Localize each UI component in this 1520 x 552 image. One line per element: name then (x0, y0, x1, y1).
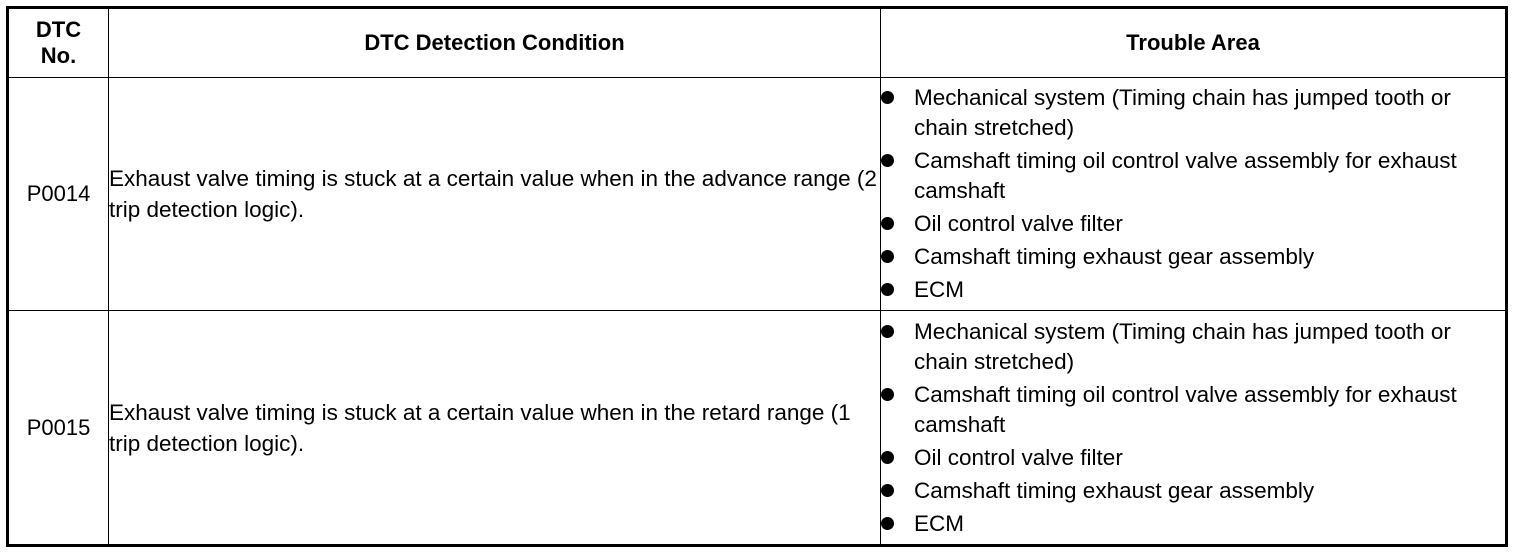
bullet-icon (881, 451, 894, 464)
list-item (881, 242, 1505, 272)
bullet-icon (881, 217, 894, 230)
trouble-area (881, 78, 1507, 311)
trouble-area-item: ECM (914, 277, 964, 303)
trouble-area-item: Camshaft timing oil control valve assembly for exhaust camshaft (914, 148, 1457, 204)
header-trouble-area: Trouble Area (881, 8, 1507, 78)
bullet-icon (881, 484, 894, 497)
trouble-area-item: Camshaft timing exhaust gear assembly (914, 477, 1315, 503)
list-item (881, 443, 1505, 473)
list-item (881, 317, 1505, 377)
bullet-icon (881, 325, 894, 338)
list-item (881, 83, 1505, 143)
trouble-area-item: Mechanical system (Timing chain has jumped tooth or chain stretched) (914, 318, 1451, 374)
list-item (881, 146, 1505, 206)
list-item (881, 275, 1505, 305)
header-dtc-no-text: DTC No. (35, 17, 82, 68)
trouble-area-item: Oil control valve filter (914, 211, 1123, 237)
header-row (8, 8, 1507, 78)
bullet-icon (881, 283, 894, 296)
trouble-area-item: Camshaft timing oil control valve assembly for exhaust camshaft (914, 381, 1457, 437)
trouble-area (881, 311, 1507, 546)
trouble-area-list (881, 317, 1505, 539)
list-item (881, 476, 1505, 506)
list-item (881, 509, 1505, 539)
trouble-area-item: Mechanical system (Timing chain has jumped tooth or chain stretched) (914, 85, 1451, 141)
header-dtc-no (8, 8, 109, 78)
dtc-table (6, 6, 1508, 547)
list-item (881, 209, 1505, 239)
bullet-icon (881, 517, 894, 530)
trouble-area-list (881, 83, 1505, 305)
dtc-code: P0014 (8, 78, 109, 311)
header-detection-condition: DTC Detection Condition (109, 8, 881, 78)
trouble-area-item: Camshaft timing exhaust gear assembly (914, 244, 1315, 270)
detection-condition: Exhaust valve timing is stuck at a certain value when in the retard range (1 trip detection logic). (109, 311, 881, 546)
trouble-area-item: ECM (914, 510, 964, 536)
bullet-icon (881, 388, 894, 401)
table-row (8, 78, 1507, 311)
list-item (881, 380, 1505, 440)
table-row (8, 311, 1507, 546)
dtc-code: P0015 (8, 311, 109, 546)
trouble-area-item: Oil control valve filter (914, 444, 1123, 470)
bullet-icon (881, 250, 894, 263)
detection-condition: Exhaust valve timing is stuck at a certain value when in the advance range (2 trip detection logic). (109, 78, 881, 311)
bullet-icon (881, 91, 894, 104)
bullet-icon (881, 154, 894, 167)
